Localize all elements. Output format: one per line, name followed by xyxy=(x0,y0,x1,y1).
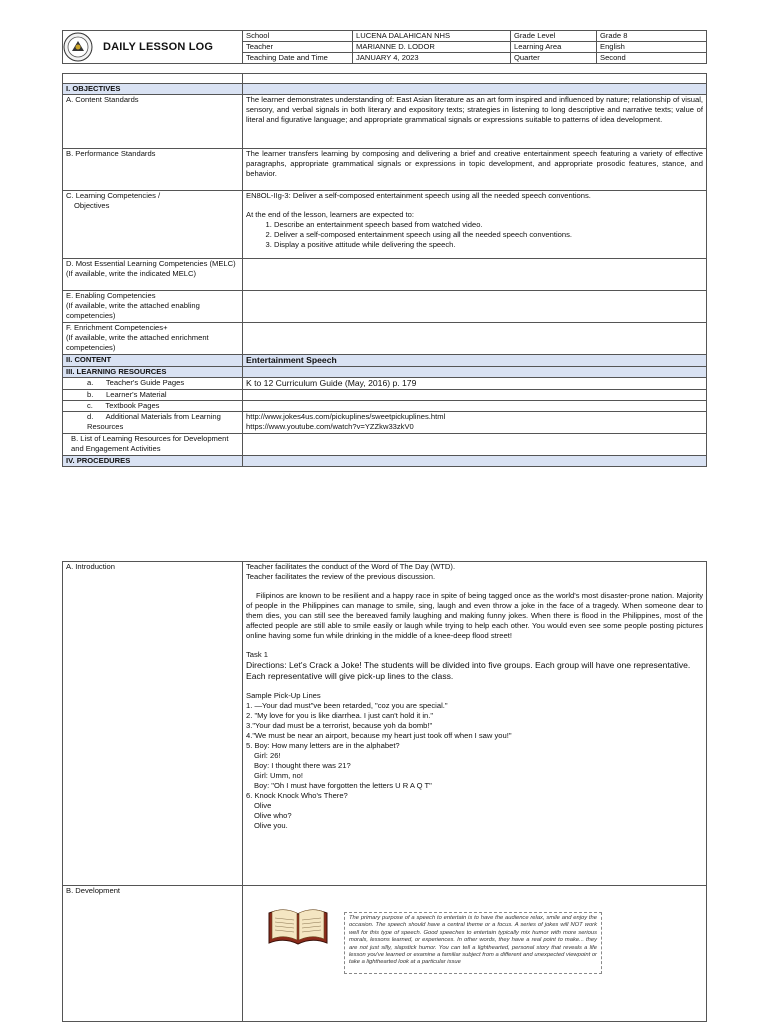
tb-label: c. Textbook Pages xyxy=(63,401,243,412)
melc-label: D. Most Essential Learning Competencies (MELC) xyxy=(66,259,236,268)
melc-note: (If available, write the indicated MELC) xyxy=(66,269,196,278)
tg-label: a. Teacher's Guide Pages xyxy=(63,378,243,390)
intro-line-2: Teacher facilitates the review of the previous discussion. xyxy=(246,572,436,581)
quarter-label: Quarter xyxy=(511,53,597,64)
grade-level-label: Grade Level xyxy=(511,31,597,42)
pickup-line: 6. Knock Knock Who's There? xyxy=(246,791,348,800)
objective-item: 1. Describe an entertainment speech based from watched video. xyxy=(274,220,703,230)
development-note: The primary purpose of a speech to entertain is to have the audience relax, smile and enjoy the occasion. The speech should have a central theme or a focus. A series of jokes will NOT work well for this type of speech. Good speeches to entertain typically mix humor with more serious morals, lessons learned, or experiences. In other words, they have a real point to make... they are not just silly, slapstick humor. You can tell a lighthearted, personal story that reveals a life lesson you've learned or examine a familiar subject from a different and unexpected viewpoint or take a lighthearted look at a particular issue xyxy=(344,912,602,974)
logo-title-cell xyxy=(63,31,243,64)
content-heading: II. CONTENT xyxy=(63,355,243,367)
am-link-2[interactable]: https://www.youtube.com/watch?v=YZZkw33zkV0 xyxy=(246,422,414,431)
am-label: d. Additional Materials from Learning Resources xyxy=(63,412,243,434)
enrichment-note: (If available, write the attached enrichment competencies) xyxy=(66,333,209,352)
learning-area-label: Learning Area xyxy=(511,42,597,53)
pickup-line: 5. Boy: How many letters are in the alphabet? xyxy=(246,741,400,750)
am-link-1[interactable]: http://www.jokes4us.com/pickuplines/sweetpickuplines.html xyxy=(246,412,446,421)
competencies-label: C. Learning Competencies / xyxy=(66,191,161,200)
pickup-line: Olive you. xyxy=(254,821,288,830)
tg-value: K to 12 Curriculum Guide (May, 2016) p. 179 xyxy=(243,378,707,390)
pickup-line: Girl: Umm, no! xyxy=(254,771,303,780)
content-value: Entertainment Speech xyxy=(243,355,707,367)
school-value: LUCENA DALAHICAN NHS xyxy=(353,31,511,42)
development-label: B. Development xyxy=(63,886,243,1022)
pickup-line: 1. —Your dad must"ve been retarded, "coz you are special." xyxy=(246,701,448,710)
procedures-heading: IV. PROCEDURES xyxy=(63,456,243,467)
school-seal-icon xyxy=(63,32,93,62)
task-directions: Directions: Let's Crack a Joke! The students will be divided into five groups. Each group will have one representative. Each representative will give pick-up lines to the class. xyxy=(246,660,691,681)
learning-area-value: English xyxy=(597,42,707,53)
objectives-heading: I. OBJECTIVES xyxy=(63,84,243,95)
objectives-label: Objectives xyxy=(74,201,110,210)
introduction-label: A. Introduction xyxy=(63,562,243,886)
header-table xyxy=(62,30,707,64)
teacher-label: Teacher xyxy=(243,42,353,53)
enabling-note: (If available, write the attached enabling competencies) xyxy=(66,301,200,320)
pickup-line: 4."We must be near an airport, because my heart just took off when I saw you!" xyxy=(246,731,512,740)
pickup-line: Olive xyxy=(254,801,272,810)
resources-heading: III. LEARNING RESOURCES xyxy=(63,367,243,378)
document-title: DAILY LESSON LOG xyxy=(103,41,214,53)
expectation-text: At the end of the lesson, learners are expected to: xyxy=(246,210,415,219)
date-label: Teaching Date and Time xyxy=(243,53,353,64)
intro-line-1: Teacher facilitates the conduct of the Word of The Day (WTD). xyxy=(246,562,456,571)
content-standards-text: The learner demonstrates understanding of: East Asian literature as an art form inspired and influenced by nature; relationship of visual, sensory, and verbal signals in both literary and expository texts; strategies in listening to long descriptive and narrative texts; value of literal and figurative language; and appropriate grammatical signals or expressions suitable to patterns of idea development. xyxy=(243,95,707,149)
lm-label: b. Learner's Material xyxy=(63,390,243,401)
quarter-value: Second xyxy=(597,53,707,64)
task-label: Task 1 xyxy=(246,650,268,659)
pickup-line: Boy: I thought there was 21? xyxy=(254,761,351,770)
list-resources-label: B. List of Learning Resources for Development and Engagement Activities xyxy=(63,434,243,456)
pickup-line: Boy: "Oh I must have forgotten the letters U R A Q T" xyxy=(254,781,432,790)
objective-item: 3. Display a positive attitude while delivering the speech. xyxy=(274,240,703,250)
pickup-line: Olive who? xyxy=(254,811,292,820)
school-label: School xyxy=(243,31,353,42)
intro-paragraph: Filipinos are known to be resilient and a happy race in spite of being tagged once as the world's most disaster-prone nation. Majority of people in the Philippines can manage to smile, sing, laugh and even throw a joke in the face of a tragedy. When someone dear to them dies, you can still see the bereaved family laughing and making funny jokes. When there is flood in the Philippines, most of the affected people are still able to smile easily or laugh while trying to help each other. You would even see some people posting pictures online having some fun while drinking in the middle of a knee-deep flood street! xyxy=(246,591,703,640)
performance-standards-text: The learner transfers learning by composing and delivering a brief and creative entertainment speech featuring a variety of effective paragraphs, appropriate grammatical signals or expressions in topic development, and appropriate prosodic features, stance, and behavior. xyxy=(243,149,707,191)
teacher-value: MARIANNE D. LODOR xyxy=(353,42,511,53)
enrichment-label: F. Enrichment Competencies+ xyxy=(66,323,168,332)
book-icon xyxy=(266,905,330,947)
sample-heading: Sample Pick-Up Lines xyxy=(246,691,321,700)
pickup-line: Girl: 26! xyxy=(254,751,281,760)
content-standards-label: A. Content Standards xyxy=(63,95,243,149)
performance-standards-label: B. Performance Standards xyxy=(63,149,243,191)
date-value: JANUARY 4, 2023 xyxy=(353,53,511,64)
pickup-line: 2. "My love for you is like diarrhea. I just can't hold it in." xyxy=(246,711,434,720)
pickup-line: 3."Your dad must be a terrorist, because yoh da bomb!" xyxy=(246,721,433,730)
enabling-label: E. Enabling Competencies xyxy=(66,291,156,300)
competency-code: EN8OL-IIg-3: Deliver a self-composed entertainment speech using all the needed speech conventions. xyxy=(246,191,591,200)
grade-level-value: Grade 8 xyxy=(597,31,707,42)
objective-item: 2. Deliver a self-composed entertainment speech using all the needed speech conventions. xyxy=(274,230,703,240)
lesson-table xyxy=(62,73,707,467)
